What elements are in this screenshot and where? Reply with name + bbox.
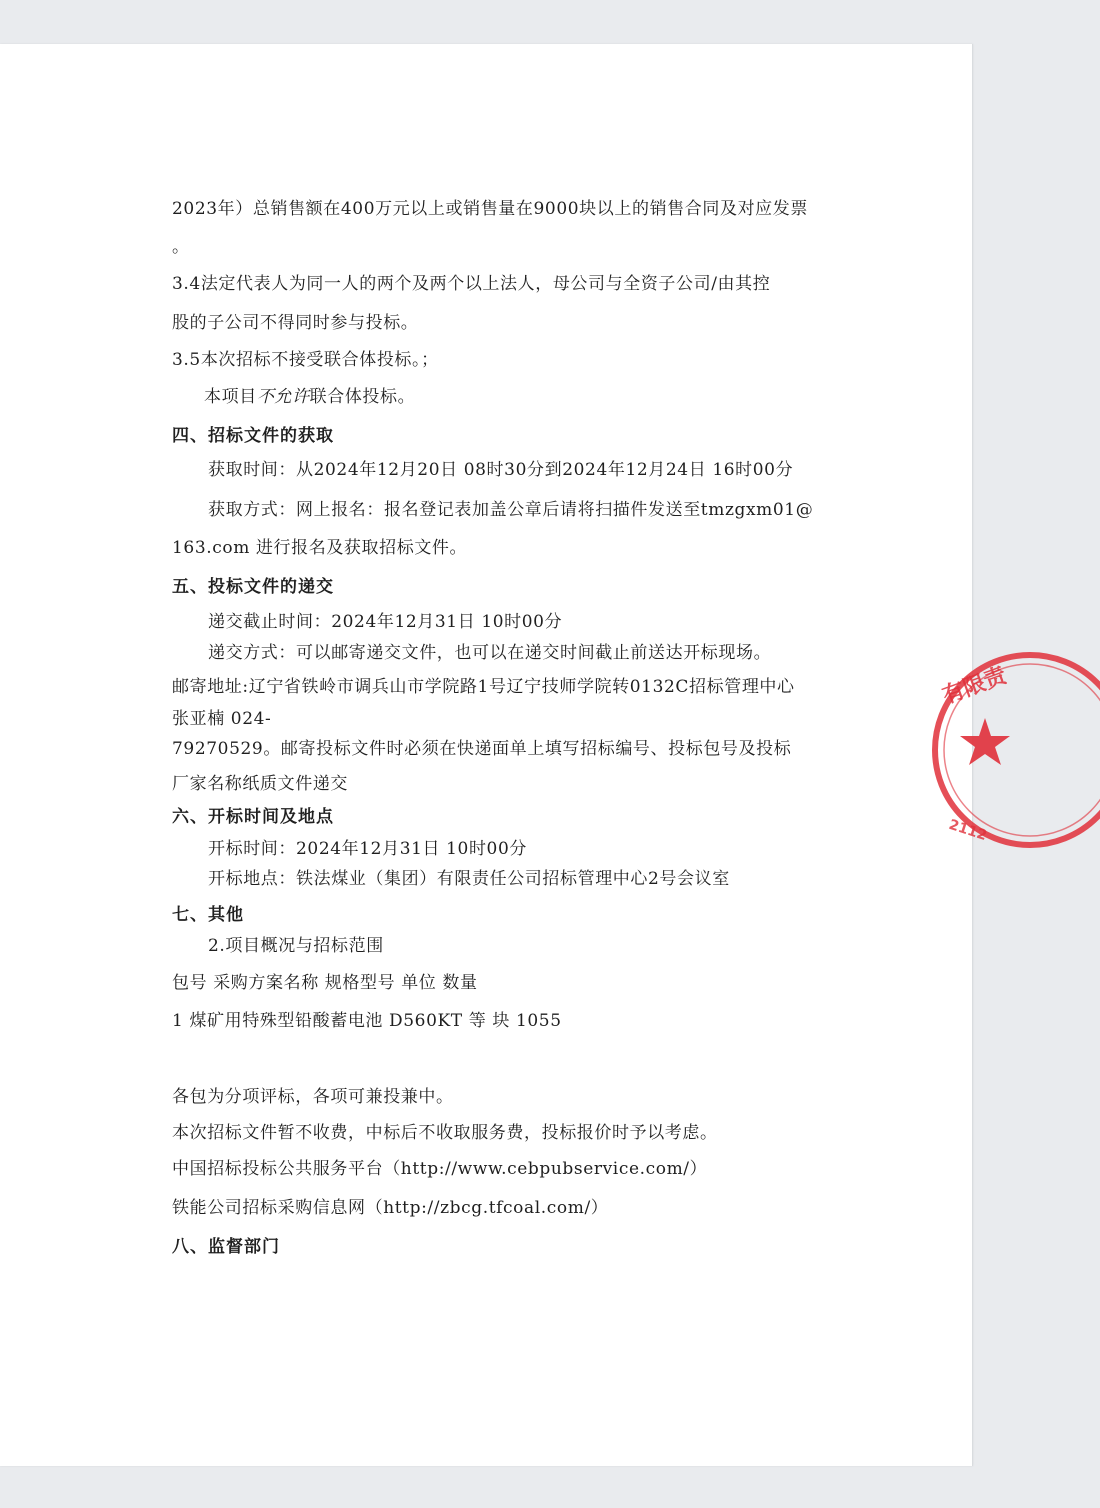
mailing-address-cont: 张亚楠 024-	[172, 709, 272, 729]
body-text-line: 3.4法定代表人为同一人的两个及两个以上法人，母公司与全资子公司/由其控	[172, 274, 771, 294]
submit-method: 递交方式：可以邮寄递交文件，也可以在递交时间截止前送达开标现场。	[208, 643, 772, 663]
project-overview: 2.项目概况与招标范围	[208, 936, 384, 956]
body-text-line: 股的子公司不得同时参与投标。	[172, 313, 419, 333]
note-line: 各包为分项评标，各项可兼投兼中。	[172, 1087, 454, 1107]
section-heading: 五、投标文件的递交	[172, 577, 334, 597]
joint-bid-prefix: 本项目	[204, 387, 257, 407]
mailing-address-cont: 79270529。邮寄投标文件时必须在快递面单上填写招标编号、投标包号及投标	[172, 739, 792, 759]
acquire-time: 获取时间：从2024年12月20日 08时30分到2024年12月24日 16时00分	[208, 460, 794, 480]
star-icon	[960, 718, 1010, 765]
company-seal-stamp	[930, 640, 1100, 860]
stamp-text-top: 有限责	[939, 663, 1010, 710]
section-heading: 六、开标时间及地点	[172, 807, 334, 827]
acquire-method-cont: 163.com 进行报名及获取招标文件。	[172, 538, 468, 558]
body-text-line: 2023年）总销售额在400万元以上或销售量在9000块以上的销售合同及对应发票	[172, 199, 808, 219]
website-line: 铁能公司招标采购信息网（http://zbcg.tfcoal.com/）	[172, 1198, 609, 1218]
website-line: 中国招标投标公共服务平台（http://www.cebpubservice.com/）	[172, 1159, 708, 1179]
mailing-address: 邮寄地址:辽宁省铁岭市调兵山市学院路1号辽宁技师学院转0132C招标管理中心	[172, 677, 795, 697]
submit-deadline: 递交截止时间：2024年12月31日 10时00分	[208, 612, 563, 632]
opening-place: 开标地点：铁法煤业（集团）有限责任公司招标管理中心2号会议室	[208, 869, 730, 889]
table-row: 1 煤矿用特殊型铅酸蓄电池 D560KT 等 块 1055	[172, 1011, 562, 1031]
joint-bid-suffix: 联合体投标。	[309, 387, 416, 407]
joint-bid-statement	[204, 386, 415, 408]
opening-time: 开标时间：2024年12月31日 10时00分	[208, 839, 527, 859]
acquire-method: 获取方式：网上报名：报名登记表加盖公章后请将扫描件发送至tmzgxm01@	[208, 500, 814, 520]
document-page	[0, 44, 973, 1466]
table-header: 包号 采购方案名称 规格型号 单位 数量	[172, 973, 478, 993]
section-heading: 八、监督部门	[172, 1237, 280, 1257]
body-text-line: 。	[172, 237, 190, 257]
stamp-text-bottom: 2112	[946, 816, 989, 845]
mailing-address-cont: 厂家名称纸质文件递交	[172, 774, 348, 794]
joint-bid-value: 不允许	[256, 387, 310, 407]
section-heading: 四、招标文件的获取	[172, 426, 334, 446]
note-line: 本次招标文件暂不收费，中标后不收取服务费，投标报价时予以考虑。	[172, 1123, 718, 1143]
section-heading: 七、其他	[172, 905, 244, 925]
body-text-line: 3.5本次招标不接受联合体投标。；	[172, 350, 439, 370]
